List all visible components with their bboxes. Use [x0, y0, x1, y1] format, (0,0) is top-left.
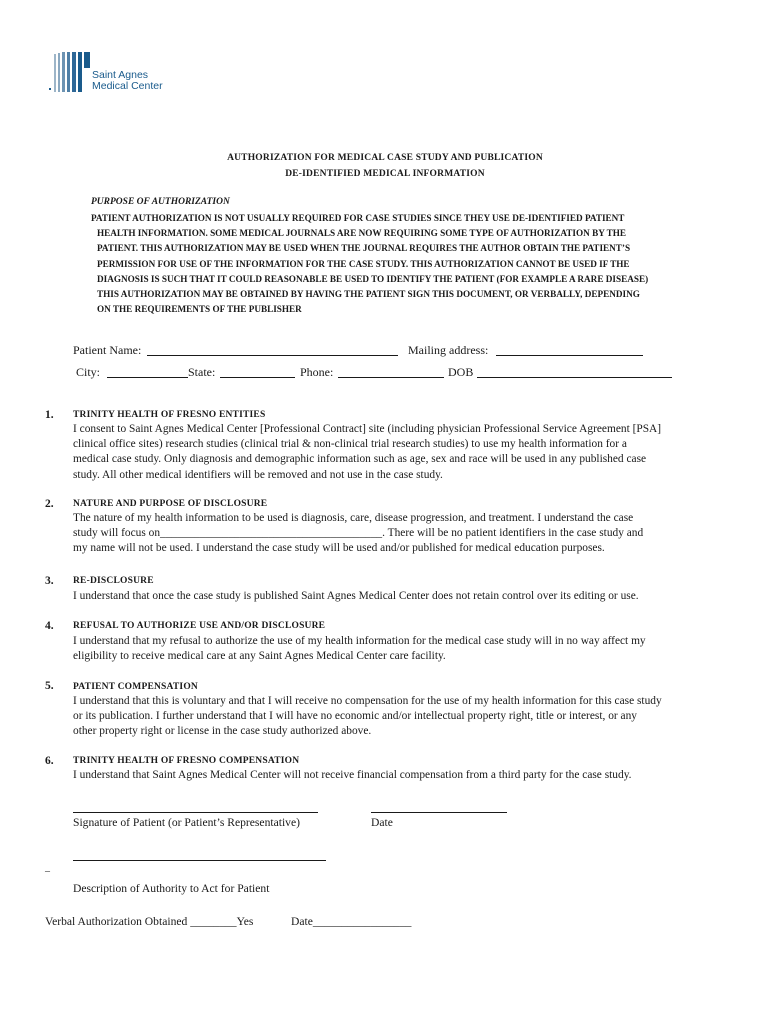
logo	[48, 50, 178, 96]
section-body	[73, 694, 738, 740]
section-heading: RE-DISCLOSURE	[73, 576, 154, 586]
section-number: 2.	[45, 498, 54, 510]
date-field[interactable]	[371, 812, 507, 813]
section-body	[73, 422, 738, 483]
section-line: I understand that once the case study is published Saint Agnes Medical Center does not retain control over its editing or use.	[73, 590, 639, 602]
section-line: or its publication. I further understand that I will have no economic and/or intellectual property right, title or interest, or any	[73, 710, 637, 723]
verbal-date: Date_________________	[291, 915, 412, 928]
verbal-authorization: Verbal Authorization Obtained ________Yes	[45, 915, 254, 928]
section-line: I consent to Saint Agnes Medical Center [Professional Contract] site (including physician Professional Service Agreement [PSA]	[73, 423, 662, 435]
section-number: 6.	[45, 755, 54, 767]
phone-label: Phone:	[300, 365, 334, 379]
section-line: I understand that Saint Agnes Medical Center will not receive financial compensation from a third party for the case study.	[73, 769, 632, 781]
authority-field[interactable]	[73, 860, 326, 861]
section-body	[73, 634, 738, 664]
patient-name-field[interactable]	[147, 355, 398, 356]
section-heading: NATURE AND PURPOSE OF DISCLOSURE	[73, 499, 268, 509]
authority-label: Description of Authority to Act for Patient	[73, 882, 270, 895]
section-line: study. All other medical identifiers will be removed and not use in the case study.	[73, 468, 443, 481]
section-line: The nature of my health information to be used is diagnosis, care, disease progression, and treatment. I understand the case	[73, 512, 634, 524]
city-field[interactable]	[107, 377, 188, 378]
section-line: clinical office sites) research studies (clinical trial & non-clinical trial research studies) to use my health information for a	[73, 438, 627, 451]
section-line: medical case study. Only diagnosis and demographic information such as age, sex and race will be used in any published case	[73, 453, 647, 466]
section-heading: TRINITY HEALTH OF FRESNO ENTITIES	[73, 410, 266, 420]
section-number: 5.	[45, 680, 54, 692]
section-line: I understand that my refusal to authorize the use of my health information for the medical case study will in no way affect my	[73, 635, 646, 647]
purpose-line: THIS AUTHORIZATION MAY BE OBTAINED BY HAVING THE PATIENT SIGN THIS DOCUMENT, OR VERBALLY, DEPENDING	[97, 289, 640, 300]
phone-field[interactable]	[338, 377, 444, 378]
section-line: study will focus on_______________________________________. There will be no patient identifiers in the case study and	[73, 527, 644, 540]
mailing-address-label: Mailing address:	[408, 343, 489, 357]
state-label: State:	[188, 365, 216, 379]
purpose-line: PATIENT AUTHORIZATION IS NOT USUALLY REQUIRED FOR CASE STUDIES SINCE THEY USE DE-IDENTIFIED PATIENT	[91, 213, 625, 223]
state-field[interactable]	[220, 377, 295, 378]
logo-text	[92, 70, 163, 92]
mailing-address-field[interactable]	[496, 355, 643, 356]
purpose-line: PATIENT. THIS AUTHORIZATION MAY BE USED WHEN THE JOURNAL REQUIRES THE AUTHOR OBTAIN THE PATIENT’S	[97, 243, 631, 254]
purpose-line: DIAGNOSIS IS SUCH THAT IT COULD REASONABLE BE USED TO IDENTIFY THE PATIENT (FOR EXAMPLE A RARE DISEASE)	[97, 273, 649, 284]
purpose-line: ON THE REQUIREMENTS OF THE PUBLISHER	[97, 304, 302, 315]
purpose-line: HEALTH INFORMATION. SOME MEDICAL JOURNALS ARE NOW REQUIRING SOME TYPE OF AUTHORIZATION BY THE	[97, 228, 627, 239]
section-line: I understand that this is voluntary and that I will receive no compensation for the use of my health information for this case study	[73, 695, 662, 707]
dash-mark: –	[45, 866, 50, 877]
logo-mark-icon	[48, 50, 92, 94]
section-line: eligibility to receive medical care at any Saint Agnes Medical Center care facility.	[73, 650, 446, 663]
logo-line-2: Medical Center	[92, 80, 163, 92]
section-line: other property right or license in the case study authorized above.	[73, 725, 372, 738]
section-heading: REFUSAL TO AUTHORIZE USE AND/OR DISCLOSURE	[73, 621, 326, 631]
section-number: 1.	[45, 409, 54, 421]
document-subtitle: DE-IDENTIFIED MEDICAL INFORMATION	[285, 169, 485, 179]
purpose-body	[91, 211, 731, 317]
dob-field[interactable]	[477, 377, 672, 378]
section-heading: PATIENT COMPENSATION	[73, 682, 198, 692]
dob-label: DOB	[448, 365, 474, 379]
section-body	[73, 589, 738, 604]
section-body	[73, 768, 738, 783]
section-line: my name will not be used. I understand the case study will be used and/or published for medical education purposes.	[73, 542, 605, 555]
section-number: 4.	[45, 620, 54, 632]
date-label: Date	[371, 816, 393, 829]
section-body	[73, 511, 738, 557]
logo-line-1: Saint Agnes	[92, 69, 149, 81]
document-title: AUTHORIZATION FOR MEDICAL CASE STUDY AND PUBLICATION	[227, 153, 543, 163]
section-number: 3.	[45, 575, 54, 587]
city-label: City:	[76, 365, 101, 379]
section-heading: TRINITY HEALTH OF FRESNO COMPENSATION	[73, 756, 300, 766]
purpose-heading: PURPOSE OF AUTHORIZATION	[91, 197, 230, 207]
patient-name-label: Patient Name:	[73, 343, 142, 357]
signature-field[interactable]	[73, 812, 318, 813]
signature-label: Signature of Patient (or Patient’s Representative)	[73, 816, 300, 829]
purpose-line: PERMISSION FOR USE OF THE INFORMATION FOR THE CASE STUDY. THIS AUTHORIZATION CANNOT BE USED IF THE	[97, 258, 630, 269]
